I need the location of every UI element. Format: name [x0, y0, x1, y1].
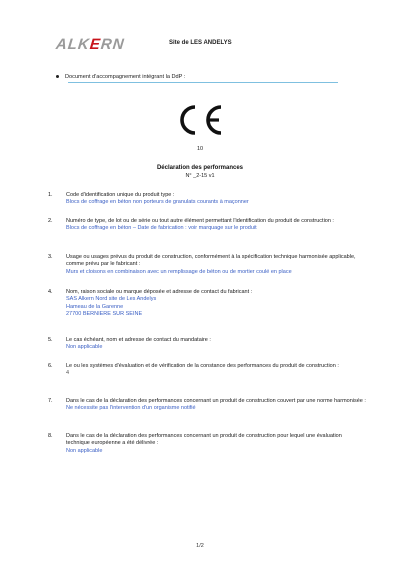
item-question: Dans le cas de la déclaration des performances concernant un produit de construction couvert par une norme harmonisée : [66, 398, 366, 404]
bullet-icon [56, 75, 59, 78]
item-answer: Murs et cloisons en combinaison avec un remplissage de béton ou de mortier coulé en place [66, 268, 292, 275]
item-question: Nom, raison sociale ou marque déposée et adresse de contact du fabricant : [66, 289, 253, 295]
logo-text: ALKERN [55, 36, 126, 53]
item-number: 1. [48, 192, 53, 198]
item-question: Le ou les systèmes d'évaluation et de vérification de la constance des performances du produit de construction : [66, 363, 339, 369]
page-number: 1/2 [196, 543, 204, 549]
manufacturer-city: 27700 BERNIERE SUR SEINE [66, 311, 143, 318]
ce-number: 10 [196, 146, 204, 152]
item-answer: Blocs de coffrage en béton – Date de fabrication : voir marquage sur le produit [66, 225, 257, 232]
item-number: 2. [48, 218, 53, 224]
item-question: Le cas échéant, nom et adresse de contact du mandataire : [66, 337, 211, 343]
item-number: 6. [48, 363, 53, 369]
manufacturer-address-line: Hameau de la Garenne [66, 303, 124, 310]
ce-mark-icon [173, 103, 227, 137]
item-number: 4. [48, 289, 53, 295]
item-answer: Ne nécessite pas l'intervention d'un organisme notifié [66, 405, 196, 412]
item-question: Code d'identification unique du produit type : [66, 192, 175, 198]
item-answer: Non applicable [66, 447, 103, 454]
site-name: Site de LES ANDELYS [169, 40, 232, 46]
manufacturer-name: SAS Alkern Nord site de Les Andelys [66, 296, 157, 303]
document-note [56, 74, 185, 80]
item-question: Dans le cas de la déclaration des performances concernant un produit de construction pour lequel une évaluation technique européenne a été délivrée : [66, 433, 342, 447]
item-number: 7. [48, 398, 53, 404]
document-number: N° _2-15 v1 [185, 173, 215, 179]
alkern-logo [55, 36, 125, 53]
header-divider [68, 82, 338, 83]
item-number: 5. [48, 337, 53, 343]
item-number: 3. [48, 254, 53, 260]
item-question: Numéro de type, de lot ou de série ou tout autre élément permettant l'identification du produit de construction : [66, 218, 334, 224]
page-title: Déclaration des performances [156, 165, 244, 171]
page-header [56, 36, 356, 56]
item-answer: 4 [66, 370, 70, 377]
item-answer: Blocs de coffrage en béton non porteurs de granulats courants à maçonner [66, 199, 249, 206]
item-question: Usage ou usages prévus du produit de construction, conformément à la spécification technique harmonisée applicable, comme prévu par le fabricant : [66, 254, 356, 268]
document-note-text: Document d'accompagnement intégrant la DdP : [65, 74, 186, 80]
item-number: 8. [48, 433, 53, 439]
item-answer: Non applicable [66, 344, 103, 351]
